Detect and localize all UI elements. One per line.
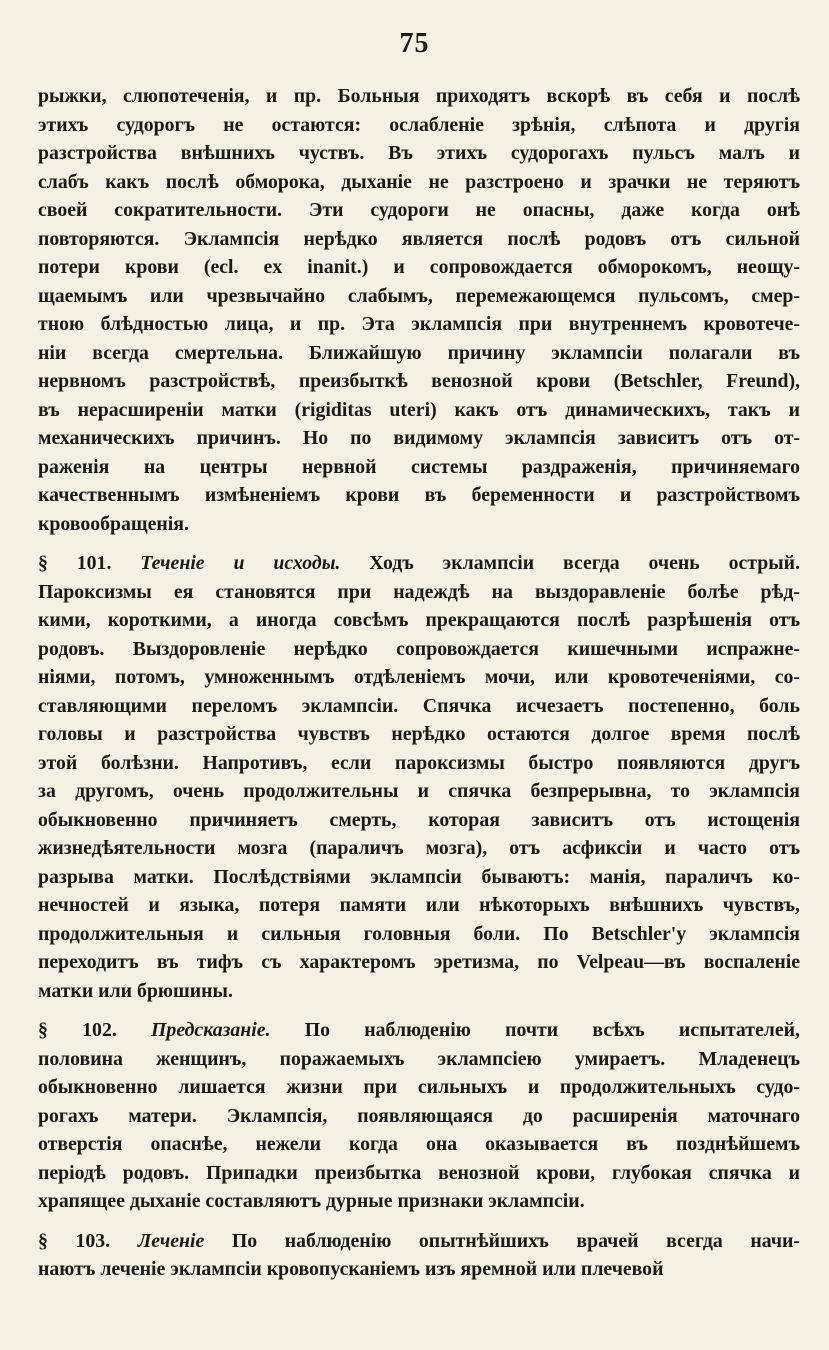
- text-line: жизнедѣятельности мозга (параличъ мозга), отъ асфиксіи и часто отъ: [38, 837, 800, 859]
- text-line: рыжки, слюпотеченія, и пр. Больныя приходятъ вскорѣ въ себя и послѣ: [38, 85, 800, 107]
- text-line: § 101. Теченіе и исходы. Ходъ эклампсіи всегда очень острый.: [38, 552, 801, 574]
- text-line: родовъ. Выздоровленіе нерѣдко сопровождается кишечными испражне-: [38, 637, 800, 660]
- text-line: качественнымъ измѣненіемъ крови въ беременности и разстройствомъ: [38, 484, 800, 506]
- text-line: слабъ какъ послѣ обморока, дыханіе не разстроено и зрачки не теряютъ: [38, 170, 800, 193]
- text-line: своей сократительности. Эти судороги не опасны, даже когда онѣ: [38, 199, 800, 221]
- text-line: храпящее дыханіе составляютъ дурные признаки эклампсіи.: [38, 1190, 585, 1212]
- paragraph-continuation: [38, 82, 800, 538]
- text-line: механическихъ причинъ. Но по видимому эклампсія зависитъ отъ от-: [38, 427, 800, 449]
- text-line: половина женщинъ, поражаемыхъ эклампсіею умираетъ. Младенецъ: [38, 1047, 800, 1070]
- text-line: § 103. Леченіе По наблюденію опытнѣйшихъ врачей всегда начи-: [38, 1229, 800, 1252]
- text-line: этихъ судорогъ не остаются: ослабленіе зрѣнія, слѣпота и другія: [38, 113, 800, 136]
- text-line: разрыва матки. Послѣдствіями эклампсіи бываютъ: манія, параличъ ко-: [38, 865, 800, 888]
- text-line: раженія на центры нервной системы раздраженія, причиняемаго: [38, 455, 800, 478]
- text-line: продолжительныя и сильныя головныя боли. По Betschler'у эклампсія: [38, 922, 800, 945]
- text-line: повторяются. Эклампсія нерѣдко является послѣ родовъ отъ сильной: [38, 227, 800, 250]
- body-text: [38, 82, 800, 1284]
- text-line: ніи всегда смертельна. Ближайшую причину эклампсіи полагали въ: [38, 341, 800, 364]
- text-line: ставляющими переломъ эклампсіи. Спячка исчезаетъ постепенно, боль: [38, 694, 800, 717]
- text-line: періодѣ родовъ. Припадки преизбытка венозной крови, глубокая спячка и: [38, 1161, 800, 1184]
- text-line: головы и разстройства чувствъ нерѣдко остаются долгое время послѣ: [38, 723, 800, 745]
- text-line: ніями, потомъ, умноженнымъ отдѣленіемъ мочи, или кровотеченіями, со-: [38, 666, 800, 688]
- page-number: 75: [399, 28, 430, 59]
- section-heading: Леченіе: [137, 1229, 205, 1252]
- text-line: обыкновенно лишается жизни при сильныхъ и продолжительныхъ судо-: [38, 1076, 800, 1098]
- text-line: § 102. Предсказаніе. По наблюденію почти всѣхъ испытателей,: [38, 1019, 800, 1041]
- text-line: отверстія опаснѣе, нежели когда она оказывается въ позднѣйшемъ: [38, 1133, 800, 1155]
- text-line: разстройства внѣшнихъ чуствъ. Въ этихъ судорогахъ пульсъ малъ и: [38, 142, 800, 164]
- section-101-paragraph: [38, 549, 800, 1005]
- text-line: щаемымъ или чрезвычайно слабымъ, перемежающемся пульсомъ, смер-: [38, 284, 800, 307]
- text-line: потери крови (ecl. ex inanit.) и сопровождается обморокомъ, неощу-: [38, 256, 800, 278]
- text-line: матки или брюшины.: [38, 979, 233, 1002]
- text-line: рогахъ матери. Эклампсія, появляющаяся до расширенія маточнаго: [38, 1104, 800, 1127]
- text-line: въ нерасширеніи матки (rigiditas uteri) какъ отъ динамическихъ, такъ и: [38, 398, 800, 421]
- section-heading: Предсказаніе.: [151, 1019, 271, 1041]
- text-line: нервномъ разстройствѣ, преизбыткѣ венозной крови (Betschler, Freund),: [38, 370, 800, 392]
- text-line: кими, короткими, а иногда совсѣмъ прекращаются послѣ разрѣшенія отъ: [38, 609, 800, 631]
- text-line: кровообращенія.: [38, 512, 189, 535]
- text-line: обыкновенно причиняетъ смерть, которая зависитъ отъ истощенія: [38, 808, 800, 831]
- text-line: этой болѣзни. Напротивъ, если пароксизмы быстро появляются другъ: [38, 751, 800, 774]
- text-line: тною блѣдностью лица, и пр. Эта эклампсія при внутреннемъ кровотече-: [38, 313, 800, 335]
- text-line: нечностей и языка, потеря памяти или нѣкоторыхъ внѣшнихъ чувствъ,: [38, 894, 800, 916]
- section-103-paragraph: [38, 1227, 800, 1284]
- section-heading: Теченіе и исходы.: [140, 552, 341, 574]
- text-line: за другомъ, очень продолжительны и спячка безпрерывна, то эклампсія: [38, 780, 800, 802]
- text-line: наютъ леченіе эклампсіи кровопусканіемъ изъ яремной или плечевой: [38, 1258, 664, 1280]
- section-102-paragraph: [38, 1016, 800, 1216]
- text-line: Пароксизмы ея становятся при надеждѣ на выздоравленіе болѣе рѣд-: [38, 580, 800, 603]
- text-line: переходитъ въ тифъ съ характеромъ эретизма, по Velpeau—въ воспаленіе: [38, 951, 800, 973]
